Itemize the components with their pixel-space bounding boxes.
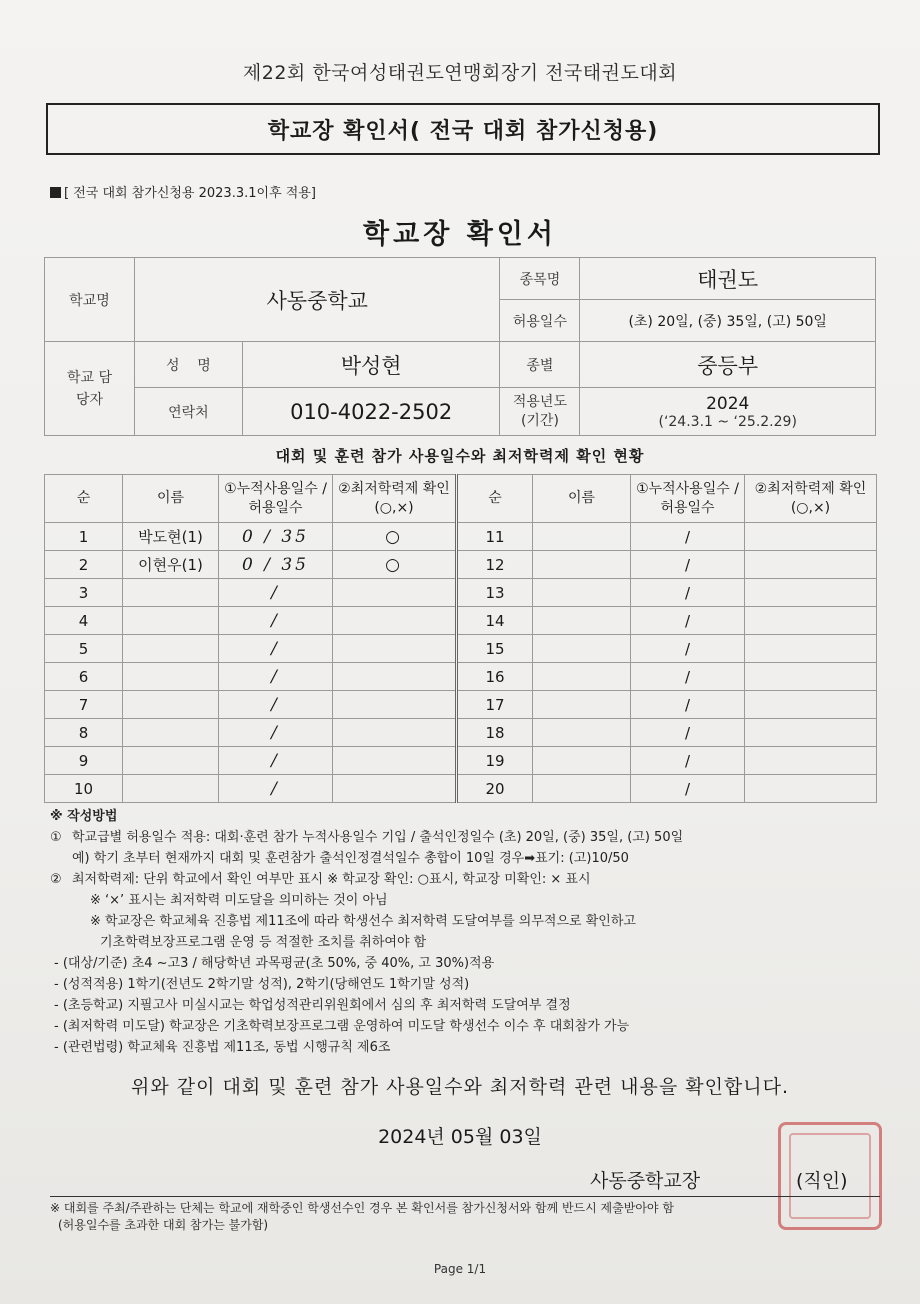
row-number: 14 bbox=[457, 607, 533, 635]
instructions-heading: ※ 작성방법 bbox=[50, 809, 118, 824]
instruction-dash-4: - (최저학력 미도달) 학교장은 기초학력보장프로그램 운영하여 미도달 학생선수 이수 후 대회참가 가능 bbox=[54, 1019, 630, 1034]
seal-label: (직인) bbox=[796, 1170, 848, 1192]
row-number: 6 bbox=[45, 663, 123, 691]
table-row bbox=[45, 691, 877, 719]
used-days: / bbox=[631, 691, 745, 719]
used-days: 0 / 35 bbox=[219, 523, 333, 551]
manager-label: 학교 담당자 bbox=[45, 342, 135, 436]
used-days: 0 / 35 bbox=[219, 551, 333, 579]
athlete-name bbox=[123, 691, 219, 719]
school-label: 학교명 bbox=[45, 258, 135, 342]
used-days: / bbox=[219, 719, 333, 747]
roster-title: 대회 및 훈련 참가 사용일수와 최저학력제 확인 현황 bbox=[275, 447, 645, 465]
academic-check: ○ bbox=[333, 523, 457, 551]
row-number: 8 bbox=[45, 719, 123, 747]
col-academic-right: ②최저학력제 확인(○,×) bbox=[745, 475, 877, 523]
athlete-name bbox=[123, 579, 219, 607]
athlete-name: 이현우(1) bbox=[123, 551, 219, 579]
school-value: 사동중학교 bbox=[134, 258, 500, 342]
academic-check bbox=[745, 523, 877, 551]
col-days-left: ①누적사용일수 /허용일수 bbox=[219, 475, 333, 523]
used-days: / bbox=[631, 663, 745, 691]
academic-check bbox=[333, 747, 457, 775]
athlete-name bbox=[533, 775, 631, 803]
used-days: / bbox=[219, 579, 333, 607]
athlete-name bbox=[123, 663, 219, 691]
roster-table bbox=[44, 474, 877, 803]
row-number: 18 bbox=[457, 719, 533, 747]
square-bullet-icon bbox=[50, 187, 61, 198]
used-days: / bbox=[631, 523, 745, 551]
row-number: 15 bbox=[457, 635, 533, 663]
athlete-name bbox=[123, 719, 219, 747]
row-number: 9 bbox=[45, 747, 123, 775]
academic-check bbox=[333, 663, 457, 691]
row-number: 13 bbox=[457, 579, 533, 607]
academic-check bbox=[745, 635, 877, 663]
contact-label: 연락처 bbox=[134, 388, 242, 436]
col-name-right: 이름 bbox=[533, 475, 631, 523]
row-number: 3 bbox=[45, 579, 123, 607]
principal-title: 사동중학교장 bbox=[590, 1170, 701, 1192]
athlete-name bbox=[533, 747, 631, 775]
athlete-name: 박도현(1) bbox=[123, 523, 219, 551]
used-days: / bbox=[219, 747, 333, 775]
academic-check bbox=[745, 579, 877, 607]
row-number: 12 bbox=[457, 551, 533, 579]
footer-divider bbox=[50, 1196, 880, 1197]
used-days: / bbox=[631, 579, 745, 607]
used-days: / bbox=[631, 551, 745, 579]
academic-check: ○ bbox=[333, 551, 457, 579]
table-row bbox=[45, 663, 877, 691]
allowed-days-label: 허용일수 bbox=[500, 300, 580, 342]
academic-check bbox=[745, 775, 877, 803]
item1-number: ① bbox=[50, 830, 62, 845]
row-number: 7 bbox=[45, 691, 123, 719]
category-label: 종별 bbox=[500, 342, 580, 388]
event-title: 제22회 한국여성태권도연맹회장기 전국태권도대회 bbox=[242, 62, 678, 84]
instruction-item-1: 학교급별 허용일수 적용: 대회·훈련 참가 누적사용일수 기입 / 출석인정일수 (초) 20일, (중) 35일, (고) 50일 bbox=[72, 830, 684, 845]
academic-check bbox=[333, 635, 457, 663]
row-number: 2 bbox=[45, 551, 123, 579]
instruction-dash-5: - (관련법령) 학교체육 진흥법 제11조, 동법 시행규칙 제6조 bbox=[54, 1040, 391, 1055]
footer-note bbox=[50, 1200, 880, 1234]
used-days: / bbox=[631, 747, 745, 775]
athlete-name bbox=[533, 551, 631, 579]
table-row bbox=[45, 551, 877, 579]
used-days: / bbox=[219, 691, 333, 719]
col-days-right: ①누적사용일수 /허용일수 bbox=[631, 475, 745, 523]
info-table bbox=[44, 257, 876, 436]
academic-check bbox=[745, 719, 877, 747]
used-days: / bbox=[219, 663, 333, 691]
used-days: / bbox=[631, 719, 745, 747]
name-label: 성 명 bbox=[134, 342, 242, 388]
issue-date: 2024년 05월 03일 bbox=[378, 1126, 542, 1148]
academic-check bbox=[745, 747, 877, 775]
athlete-name bbox=[533, 691, 631, 719]
footer-note-line-1: ※ 대회를 주최/주관하는 단체는 학교에 재학중인 학생선수인 경우 본 확인서를 참가신청서와 함께 반드시 제출받아야 함 bbox=[50, 1201, 674, 1215]
used-days: / bbox=[219, 607, 333, 635]
col-name-left: 이름 bbox=[123, 475, 219, 523]
instruction-dash-3: - (초등학교) 지필고사 미실시교는 학업성적관리위원회에서 심의 후 최저학력 도달여부 결정 bbox=[54, 998, 571, 1013]
used-days: / bbox=[631, 635, 745, 663]
year-value: 2024 bbox=[706, 393, 750, 414]
academic-check bbox=[333, 579, 457, 607]
applicability-note bbox=[50, 182, 316, 201]
athlete-name bbox=[533, 719, 631, 747]
athlete-name bbox=[123, 635, 219, 663]
col-academic-left: ②최저학력제 확인(○,×) bbox=[333, 475, 457, 523]
academic-check bbox=[745, 663, 877, 691]
row-number: 4 bbox=[45, 607, 123, 635]
year-label: 적용년도 (기간) bbox=[500, 388, 580, 436]
instruction-dash-1: - (대상/기준) 초4 ~고3 / 해당학년 과목평균(초 50%, 중 40%, 고 30%)적용 bbox=[54, 956, 495, 971]
table-row bbox=[45, 747, 877, 775]
used-days: / bbox=[631, 607, 745, 635]
row-number: 17 bbox=[457, 691, 533, 719]
academic-check bbox=[745, 691, 877, 719]
sport-value: 태권도 bbox=[580, 258, 876, 300]
row-number: 5 bbox=[45, 635, 123, 663]
contact-value: 010-4022-2502 bbox=[242, 388, 500, 436]
document-box-title: 학교장 확인서( 전국 대회 참가신청용) bbox=[46, 103, 880, 155]
instruction-item-1-example: 예) 학기 초부터 현재까지 대회 및 훈련참가 출석인정결석일수 총합이 10일 경우➡표기: (고)10/50 bbox=[72, 851, 629, 866]
athlete-name bbox=[533, 579, 631, 607]
table-row bbox=[45, 635, 877, 663]
applicability-note-text: [ 전국 대회 참가신청용 2023.3.1이후 적용] bbox=[64, 186, 316, 201]
year-period: (‘24.3.1 ~ ‘25.2.29) bbox=[658, 413, 797, 430]
athlete-name bbox=[533, 635, 631, 663]
athlete-name bbox=[533, 663, 631, 691]
row-number: 16 bbox=[457, 663, 533, 691]
name-value: 박성현 bbox=[242, 342, 500, 388]
academic-check bbox=[333, 691, 457, 719]
table-row bbox=[45, 719, 877, 747]
instruction-item-2: 최저학력제: 단위 학교에서 확인 여부만 표시 ※ 학교장 확인: ○표시, 학교장 미확인: × 표시 bbox=[72, 872, 591, 887]
page-number: Page 1/1 bbox=[433, 1262, 487, 1276]
used-days: / bbox=[219, 775, 333, 803]
item2-number: ② bbox=[50, 872, 62, 887]
academic-check bbox=[333, 607, 457, 635]
academic-check bbox=[333, 719, 457, 747]
table-row bbox=[45, 579, 877, 607]
row-number: 1 bbox=[45, 523, 123, 551]
instructions bbox=[50, 806, 880, 1058]
row-number: 11 bbox=[457, 523, 533, 551]
year-cell bbox=[580, 388, 876, 436]
confirmation-statement: 위와 같이 대회 및 훈련 참가 사용일수와 최저학력 관련 내용을 확인합니다. bbox=[130, 1076, 790, 1098]
main-title: 학교장 확인서 bbox=[363, 219, 557, 250]
table-row bbox=[45, 775, 877, 803]
col-no-left: 순 bbox=[45, 475, 123, 523]
used-days: / bbox=[631, 775, 745, 803]
athlete-name bbox=[123, 607, 219, 635]
table-row bbox=[45, 523, 877, 551]
col-no-right: 순 bbox=[457, 475, 533, 523]
row-number: 19 bbox=[457, 747, 533, 775]
instruction-item-2-note-b2: 기초학력보장프로그램 운영 등 적절한 조치를 취하여야 함 bbox=[100, 935, 427, 950]
athlete-name bbox=[533, 523, 631, 551]
academic-check bbox=[745, 551, 877, 579]
row-number: 10 bbox=[45, 775, 123, 803]
athlete-name bbox=[533, 607, 631, 635]
used-days: / bbox=[219, 635, 333, 663]
category-value: 중등부 bbox=[580, 342, 876, 388]
table-row bbox=[45, 607, 877, 635]
academic-check bbox=[333, 775, 457, 803]
academic-check bbox=[745, 607, 877, 635]
row-number: 20 bbox=[457, 775, 533, 803]
instruction-dash-2: - (성적적용) 1학기(전년도 2학기말 성적), 2학기(당해연도 1학기말 성적) bbox=[54, 977, 470, 992]
instruction-item-2-note-a: ※ ‘×’ 표시는 최저학력 미도달을 의미하는 것이 아님 bbox=[90, 893, 388, 908]
athlete-name bbox=[123, 775, 219, 803]
athlete-name bbox=[123, 747, 219, 775]
sport-label: 종목명 bbox=[500, 258, 580, 300]
allowed-days-value: (초) 20일, (중) 35일, (고) 50일 bbox=[580, 300, 876, 342]
footer-note-line-2: (허용일수를 초과한 대회 참가는 불가함) bbox=[58, 1218, 269, 1232]
instruction-item-2-note-b: ※ 학교장은 학교체육 진흥법 제11조에 따라 학생선수 최저학력 도달여부를 의무적으로 확인하고 bbox=[90, 914, 636, 929]
